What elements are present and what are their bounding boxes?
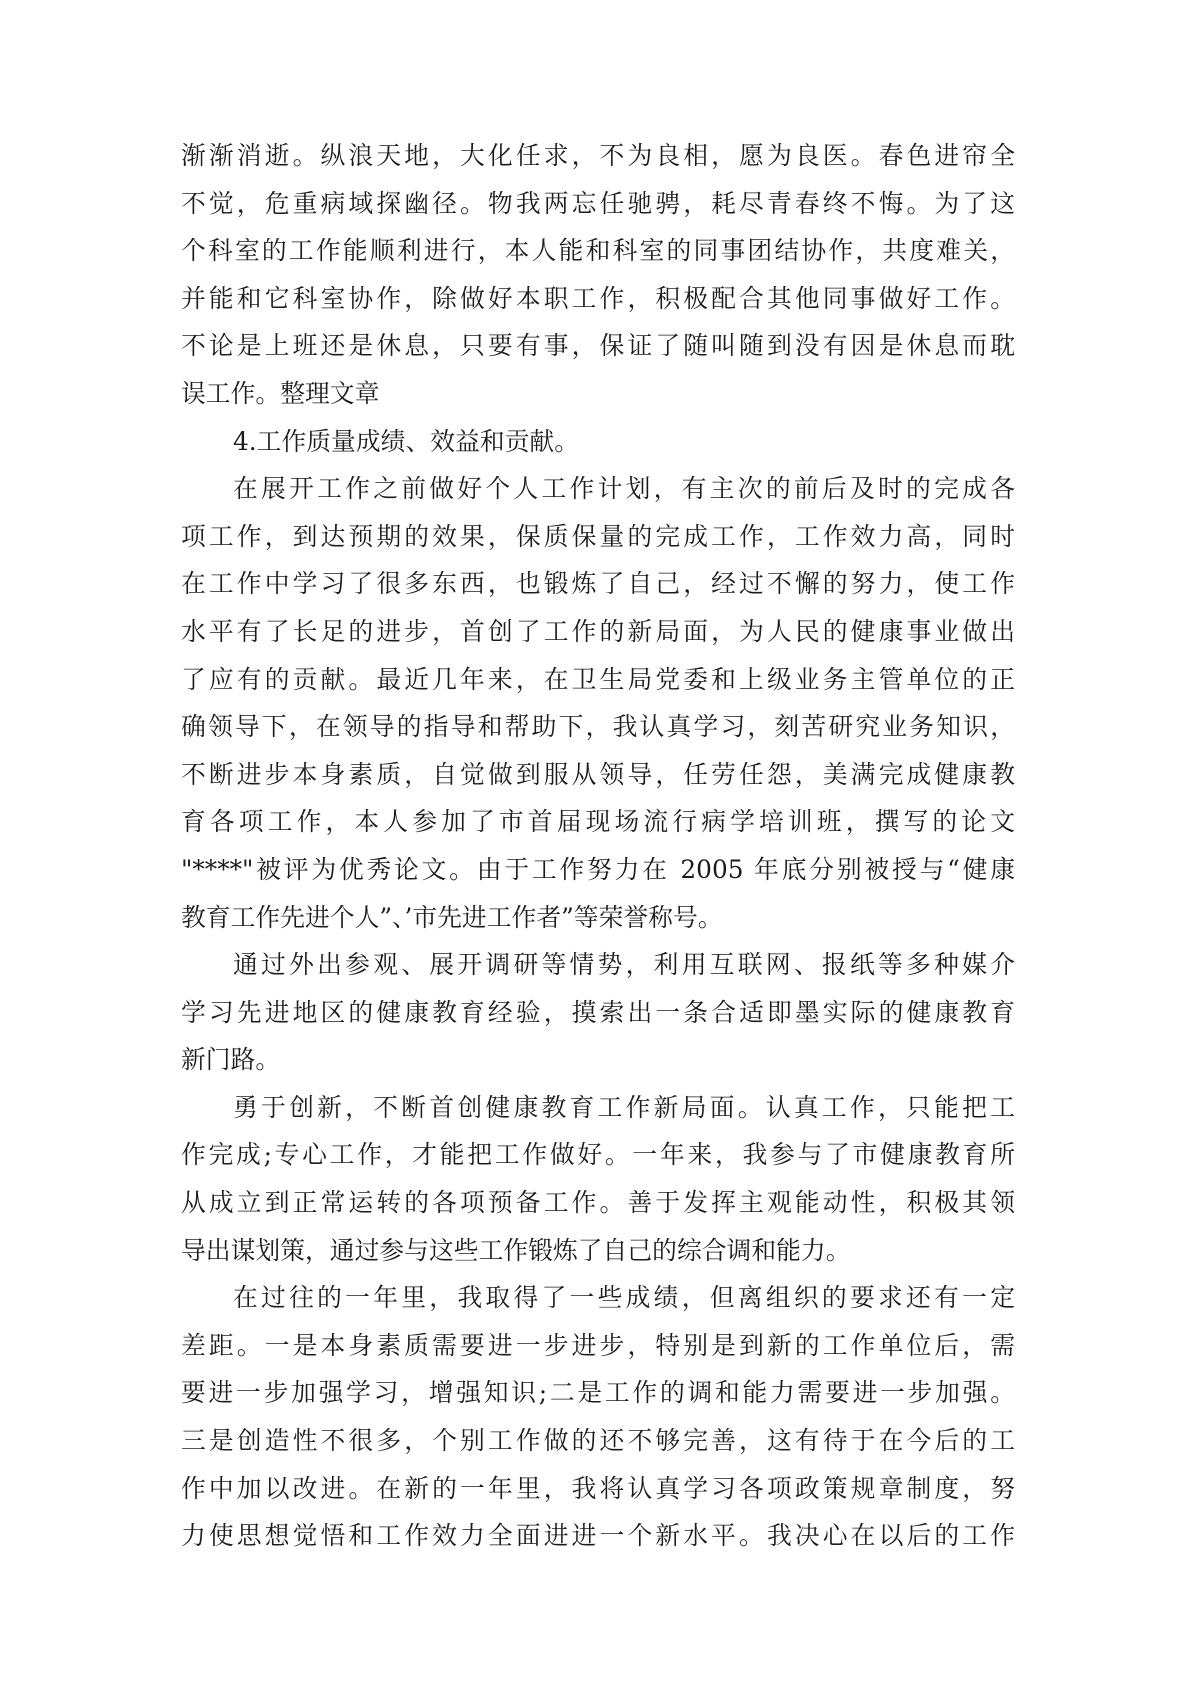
- text-line: 确领导下，在领导的指导和帮助下，我认真学习，刻苦研究业务知识，: [181, 712, 1015, 742]
- text-line: 在展开工作之前做好个人工作计划，有主次的前后及时的完成各: [233, 474, 1015, 504]
- text-line: 误工作。整理文章: [181, 378, 380, 408]
- text-line: 力使思想觉悟和工作效力全面进进一个新水平。我决心在以后的工作: [181, 1521, 1015, 1551]
- text-line: 个科室的工作能顺利进行，本人能和科室的同事团结协作，共度难关，: [181, 236, 1015, 266]
- text-line: 水平有了长足的进步，首创了工作的新局面，为人民的健康事业做出: [181, 616, 1015, 646]
- text-line: 教育工作先进个人”、’市先进工作者”等荣誉称号。: [181, 902, 723, 932]
- text-line: "****"被评为优秀论文。由于工作努力在 2005 年底分别被授与“健康: [181, 854, 1015, 884]
- text-line: 通过外出参观、展开调研等情势，利用互联网、报纸等多种媒介: [233, 950, 1015, 980]
- text-line: 作中加以改进。在新的一年里，我将认真学习各项政策规章制度，努: [181, 1473, 1015, 1503]
- text-line: 不论是上班还是休息，只要有事，保证了随叫随到没有因是休息而耽: [181, 331, 1015, 361]
- text-line: 作完成;专心工作，才能把工作做好。一年来，我参与了市健康教育所: [181, 1140, 1015, 1170]
- document-body: [181, 132, 1015, 1560]
- text-line: 项工作，到达预期的效果，保质保量的完成工作，工作效力高，同时: [181, 521, 1015, 551]
- text-line: 从成立到正常运转的各项预备工作。善于发挥主观能动性，积极其领: [181, 1188, 1015, 1218]
- text-line: 渐渐消逝。纵浪天地，大化任求，不为良相，愿为良医。春色进帘全: [181, 141, 1015, 170]
- text-line: 并能和它科室协作，除做好本职工作，积极配合其他同事做好工作。: [181, 283, 1015, 313]
- text-line: 在工作中学习了很多东西，也锻炼了自己，经过不懈的努力，使工作: [181, 569, 1015, 599]
- text-line: 了应有的贡献。最近几年来，在卫生局党委和上级业务主管单位的正: [181, 664, 1015, 694]
- text-line: 三是创造性不很多，个别工作做的还不够完善，这有待于在今后的工: [181, 1426, 1015, 1456]
- text-line: 差距。一是本身素质需要进一步进步，特别是到新的工作单位后，需: [181, 1330, 1015, 1360]
- text-line: 新门路。: [181, 1045, 281, 1075]
- text-line: 学习先进地区的健康教育经验，摸索出一条合适即墨实际的健康教育: [181, 997, 1015, 1027]
- text-line: 不觉，危重病域探幽径。物我两忘任驰骋，耗尽青春终不悔。为了这: [181, 188, 1015, 218]
- text-line: 4.工作质量成绩、效益和贡献。: [233, 426, 580, 456]
- text-line: 育各项工作，本人参加了市首届现场流行病学培训班，撰写的论文: [181, 807, 1015, 837]
- text-line: 勇于创新，不断首创健康教育工作新局面。认真工作，只能把工: [233, 1092, 1015, 1122]
- text-line: 在过往的一年里，我取得了一些成绩，但离组织的要求还有一定: [233, 1283, 1015, 1313]
- text-line: 导出谋划策，通过参与这些工作锻炼了自己的综合调和能力。: [181, 1235, 851, 1265]
- text-line: 不断进步本身素质，自觉做到服从领导，任劳任怨，美满完成健康教: [181, 759, 1015, 789]
- text-line: 要进一步加强学习，增强知识;二是工作的调和能力需要进一步加强。: [181, 1378, 1015, 1408]
